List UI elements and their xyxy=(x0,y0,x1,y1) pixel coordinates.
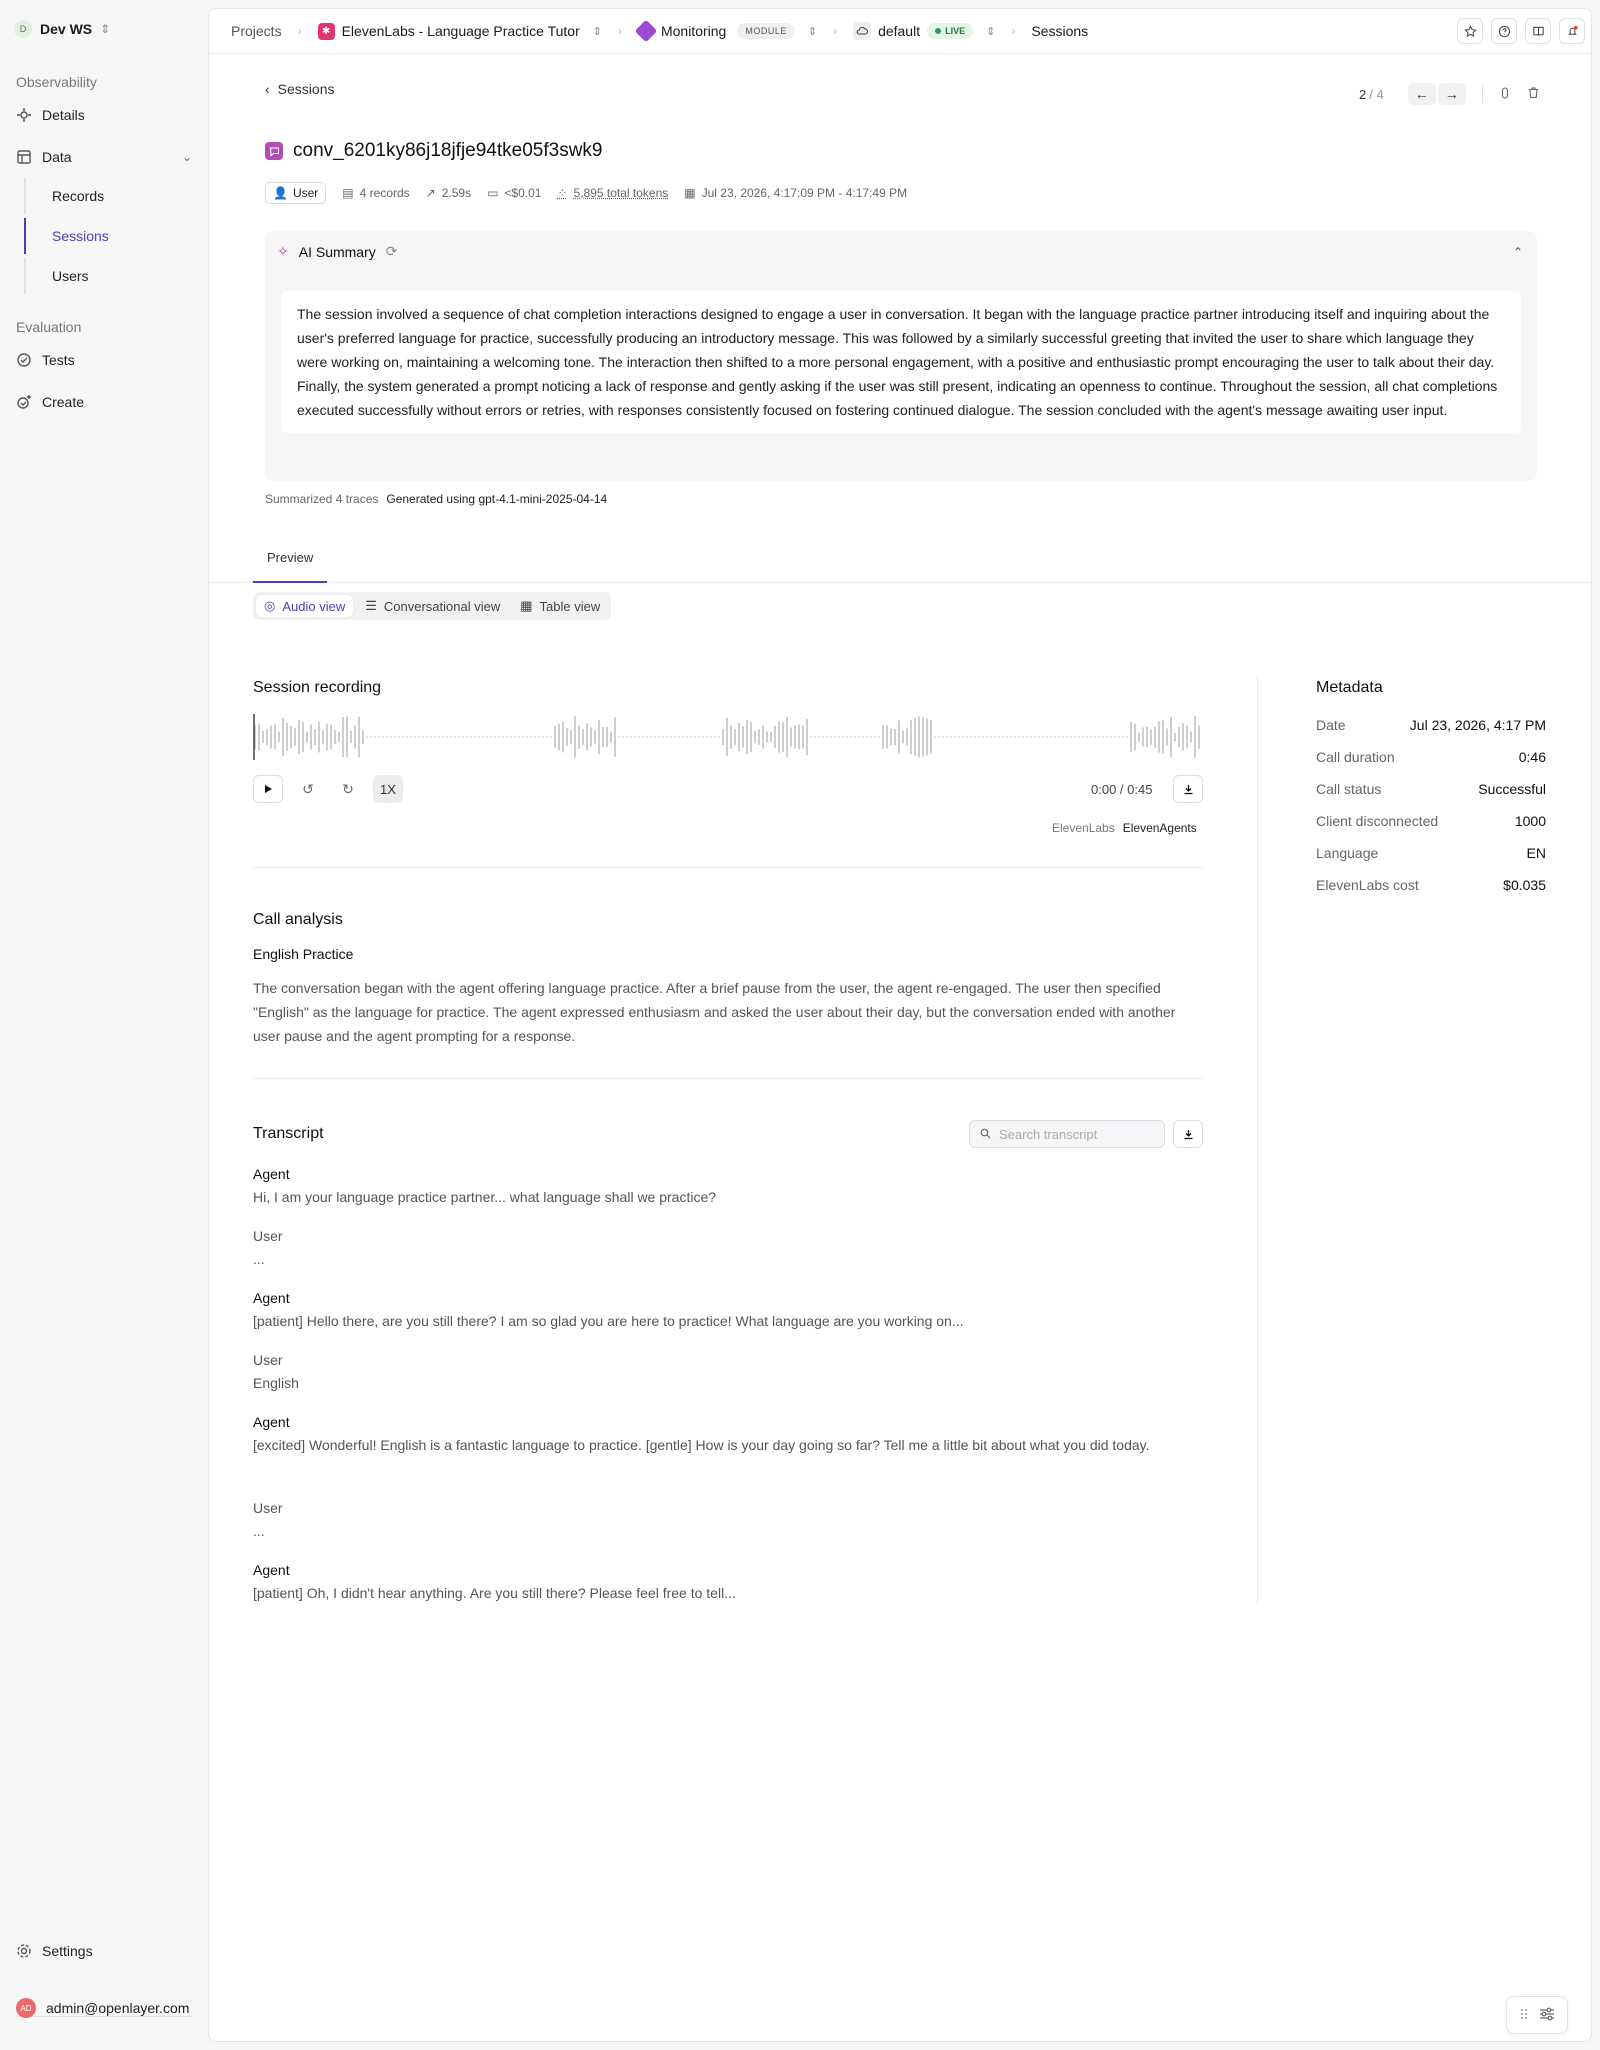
back-to-sessions[interactable] xyxy=(265,81,334,97)
star-button[interactable] xyxy=(1457,18,1483,44)
tokens[interactable] xyxy=(557,186,668,200)
arrow-right-icon: → xyxy=(1444,86,1459,102)
download-icon xyxy=(1183,1129,1194,1140)
metadata-key: Call duration xyxy=(1316,749,1395,765)
breadcrumb-module[interactable] xyxy=(638,23,817,39)
live-label: LIVE xyxy=(945,26,966,36)
ai-summary-panel xyxy=(265,231,1537,481)
user-pill[interactable] xyxy=(265,182,326,204)
top-actions xyxy=(1457,18,1585,44)
audio-icon: ◎ xyxy=(264,598,276,613)
latency xyxy=(426,186,471,200)
sidebar xyxy=(0,0,208,2050)
audio-credit xyxy=(1052,821,1197,835)
message-text: [excited] Wonderful! English is a fantastic language to practice. [gentle] How is your day going so far? Tell me a little bit about what you did today. xyxy=(253,1437,1150,1453)
chevron-right-icon: › xyxy=(617,24,622,38)
ai-summary-header xyxy=(277,243,397,260)
live-badge xyxy=(927,23,973,39)
divider xyxy=(253,867,1203,868)
sidebar-label: Tests xyxy=(42,352,75,368)
pager-buttons xyxy=(1408,83,1466,105)
session-meta xyxy=(265,182,907,204)
metadata-title: Metadata xyxy=(1316,679,1383,696)
forward-icon: ↻ xyxy=(342,780,354,797)
play-icon xyxy=(263,784,273,794)
playback-time: 0:00 / 0:45 xyxy=(1091,782,1153,797)
audio-player-controls xyxy=(253,775,403,803)
floating-controls xyxy=(1506,1996,1568,2034)
module-name: Monitoring xyxy=(660,23,727,39)
message-text: English xyxy=(253,1375,299,1391)
sidebar-item-records[interactable] xyxy=(24,178,192,214)
section-evaluation: Evaluation xyxy=(16,319,82,335)
metadata-key: Language xyxy=(1316,845,1379,861)
user-menu[interactable] xyxy=(16,1993,192,2023)
workspace-switcher[interactable] xyxy=(14,20,110,38)
transcript-message xyxy=(253,1500,1203,1543)
forward-button[interactable] xyxy=(333,775,363,803)
view-label: Table view xyxy=(539,598,601,614)
chevron-left-icon: ‹ xyxy=(265,81,270,97)
cost-icon: ▭ xyxy=(487,186,499,200)
cloud-icon xyxy=(853,22,871,40)
message-text: [patient] Oh, I didn't hear anything. Are you still there? Please feel free to tell... xyxy=(253,1585,736,1601)
chevron-updown-icon: ⇕ xyxy=(592,25,602,38)
metadata-value: EN xyxy=(1526,845,1546,861)
metadata-value: Successful xyxy=(1478,781,1546,797)
sidebar-label: Create xyxy=(42,394,85,410)
page-title: conv_6201ky86j18jfje94tke05f3swk9 xyxy=(293,140,603,161)
workspace-name: Dev WS xyxy=(40,21,93,37)
pager xyxy=(1359,83,1540,105)
chevron-right-icon: › xyxy=(1011,24,1016,38)
arrow-left-icon: ← xyxy=(1414,86,1429,102)
project-icon: ✱ xyxy=(318,23,335,40)
help-icon xyxy=(1498,25,1511,38)
transcript-message xyxy=(253,1352,1203,1395)
message-role: User xyxy=(253,1352,283,1368)
conversation-icon xyxy=(265,142,283,160)
column-divider xyxy=(1257,675,1258,1605)
rewind-button[interactable] xyxy=(293,775,323,803)
details-icon xyxy=(16,107,32,123)
metadata-row xyxy=(1316,749,1546,765)
create-icon xyxy=(16,394,32,410)
call-analysis-title: Call analysis xyxy=(253,911,343,928)
chevron-updown-icon: ⇕ xyxy=(986,25,996,38)
search-icon xyxy=(980,1126,991,1142)
message-role: Agent xyxy=(253,1166,290,1182)
chevron-updown-icon: ⇕ xyxy=(100,22,111,36)
check-circle-icon xyxy=(16,352,32,368)
star-icon xyxy=(1464,25,1477,38)
transcript-message xyxy=(253,1562,1203,1605)
sidebar-item-details[interactable] xyxy=(16,100,192,130)
chevron-up-icon[interactable]: ⌃ xyxy=(1512,245,1523,259)
main-panel xyxy=(208,8,1592,2042)
sidebar-item-create[interactable] xyxy=(16,387,192,417)
sliders-icon xyxy=(1539,2007,1555,2021)
calendar-icon: ▦ xyxy=(684,186,696,200)
transcript-search xyxy=(969,1120,1165,1148)
message-text: ... xyxy=(253,1251,265,1267)
chevron-right-icon: › xyxy=(297,24,302,38)
metadata-value: Jul 23, 2026, 4:17 PM xyxy=(1409,717,1546,733)
pager-total: / 4 xyxy=(1369,86,1384,102)
book-icon xyxy=(1532,25,1545,38)
avatar: AD xyxy=(16,1998,36,2018)
ai-summary-model: Generated using gpt-4.1-mini-2025-04-14 xyxy=(386,492,608,506)
records-icon: ▤ xyxy=(342,186,354,200)
metadata-key: ElevenLabs cost xyxy=(1316,877,1419,893)
user-email: admin@openlayer.com xyxy=(46,2000,190,2016)
sparkle-icon: ✧ xyxy=(277,243,289,259)
breadcrumb xyxy=(209,9,1592,54)
back-label: Sessions xyxy=(277,81,335,97)
metadata-key: Date xyxy=(1316,717,1346,733)
bell-icon xyxy=(1566,25,1579,38)
monitoring-icon xyxy=(635,20,658,43)
message-role: User xyxy=(253,1228,283,1244)
notifications-button[interactable] xyxy=(1559,18,1585,44)
metadata-value: $0.035 xyxy=(1503,877,1546,893)
prev-session-button[interactable] xyxy=(1408,83,1436,105)
session-title-row xyxy=(265,140,603,162)
list-icon: ☰ xyxy=(365,598,377,613)
download-icon xyxy=(1183,784,1194,795)
metadata-key: Client disconnected xyxy=(1316,813,1439,829)
trash-icon xyxy=(1527,86,1540,99)
download-audio-button[interactable] xyxy=(1173,775,1203,803)
metadata-row xyxy=(1316,781,1546,797)
records-label: 4 records xyxy=(359,186,410,200)
metadata-row xyxy=(1316,877,1546,893)
settings-sliders-button[interactable] xyxy=(1539,2007,1555,2024)
cost xyxy=(487,186,541,200)
sidebar-item-sessions[interactable] xyxy=(24,218,192,254)
call-analysis-subtitle: English Practice xyxy=(253,946,354,962)
chevron-updown-icon: ⇕ xyxy=(807,25,818,38)
pager-current: 2 xyxy=(1359,86,1367,102)
user-icon: 👤 xyxy=(273,186,288,200)
sidebar-label: Details xyxy=(42,107,85,123)
gear-icon xyxy=(16,1943,32,1959)
transcript-message xyxy=(253,1166,1203,1209)
view-label: Conversational view xyxy=(383,598,501,614)
tokens-label: 5,895 total tokens xyxy=(573,186,669,200)
rewind-icon: ↺ xyxy=(302,780,314,797)
chevron-right-icon: › xyxy=(833,24,838,38)
message-role: Agent xyxy=(253,1290,290,1306)
ai-summary-title: AI Summary xyxy=(298,243,376,260)
sidebar-label: Sessions xyxy=(52,228,109,244)
tab-preview[interactable]: Preview xyxy=(253,533,327,583)
sidebar-label: Settings xyxy=(42,1943,93,1959)
link-icon xyxy=(1499,87,1511,99)
sidebar-item-tests[interactable] xyxy=(16,345,192,375)
conversational-view-button[interactable] xyxy=(357,595,508,617)
message-role: Agent xyxy=(253,1414,290,1430)
sidebar-label: Users xyxy=(52,268,89,284)
transcript-message xyxy=(253,1290,1203,1333)
tokens-icon: ⁘ xyxy=(557,186,568,200)
metadata-row xyxy=(1316,717,1546,733)
latency-icon: ↗ xyxy=(425,186,436,200)
sidebar-item-settings[interactable] xyxy=(16,1936,192,1966)
transcript-message xyxy=(253,1228,1203,1271)
workspace-avatar: D xyxy=(14,20,32,38)
table-icon: ▦ xyxy=(520,598,533,613)
search-input[interactable] xyxy=(999,1127,1149,1142)
transcript-title: Transcript xyxy=(253,1125,324,1142)
drag-handle-icon[interactable]: ⠿ xyxy=(1518,2006,1530,2023)
table-view-button[interactable] xyxy=(512,595,608,617)
delete-button[interactable] xyxy=(1527,86,1540,102)
call-analysis-text: The conversation began with the agent offering language practice. After a brief pause from the user, the agent re-engaged. The user then specified "English" as the language for practice. The agent expressed enthusiasm and asked the user about their day, but the conversation ended with another user pause and the agent prompting for a response. xyxy=(253,980,1176,1044)
play-button[interactable] xyxy=(253,775,283,803)
refresh-icon[interactable]: ⟳ xyxy=(385,243,398,259)
module-badge: MODULE xyxy=(737,23,795,39)
user-pill-label: User xyxy=(292,186,319,200)
sidebar-label: Records xyxy=(52,188,105,204)
message-role: Agent xyxy=(253,1562,290,1578)
ai-summary-text: The session involved a sequence of chat completion interactions designed to engage a user in conversation. It began with the language practice partner introducing itself and inquiring about the user's preferred language for practice, successfully producing an introductory message. This was followed by a similarly successful greeting that invited the user to share which language they were working on, maintaining a welcoming tone. The interaction then shifted to a more personal engagement, with a positive and enthusiastic prompt encouraging the user to talk about their day. Finally, the system generated a prompt noticing a lack of response and gently asking if the user was still present, indicating an openness to continue. Throughout the session, all chat completions executed successfully without errors or retries, with responses consistently focused on fostering continued dialogue. The session concluded with the agent's message awaiting user input. xyxy=(281,291,1521,433)
speed-button[interactable]: 1X xyxy=(373,775,403,803)
project-name: ElevenLabs - Language Practice Tutor xyxy=(341,23,580,39)
breadcrumb-project[interactable] xyxy=(318,23,602,40)
divider xyxy=(253,1078,1203,1079)
metadata-value: 0:46 xyxy=(1518,749,1546,765)
view-switcher xyxy=(253,592,611,620)
audio-waveform[interactable] xyxy=(253,714,1203,760)
transcript-message xyxy=(253,1414,1203,1457)
metadata-key: Call status xyxy=(1316,781,1382,797)
date-range xyxy=(684,186,907,200)
audio-view-button[interactable] xyxy=(256,595,353,617)
breadcrumb-current: Sessions xyxy=(1031,23,1089,39)
metadata-row xyxy=(1316,845,1546,861)
chevron-down-icon: ⌄ xyxy=(181,150,192,164)
link-button[interactable] xyxy=(1499,87,1511,102)
sidebar-label: Data xyxy=(42,149,72,165)
credit-product: ElevenAgents xyxy=(1122,821,1197,835)
message-role: User xyxy=(253,1500,283,1516)
sidebar-item-data[interactable] xyxy=(16,142,192,172)
help-button[interactable] xyxy=(1491,18,1517,44)
metadata-row xyxy=(1316,813,1546,829)
message-text: [patient] Hello there, are you still there? I am so glad you are here to practice! What language are you working on... xyxy=(253,1313,964,1329)
live-dot xyxy=(935,28,941,34)
message-text: ... xyxy=(253,1523,265,1539)
sidebar-item-users[interactable] xyxy=(24,258,192,294)
docs-button[interactable] xyxy=(1525,18,1551,44)
divider xyxy=(1482,85,1483,103)
cost-label: <$0.01 xyxy=(504,186,542,200)
download-transcript-button[interactable] xyxy=(1173,1120,1203,1148)
records-count xyxy=(342,186,409,200)
credit-provider: ElevenLabs xyxy=(1052,821,1115,835)
session-recording-title: Session recording xyxy=(253,679,382,696)
message-text: Hi, I am your language practice partner... what language shall we practice? xyxy=(253,1189,717,1205)
view-label: Audio view xyxy=(282,598,346,614)
ai-summary-footer xyxy=(265,492,607,506)
latency-label: 2.59s xyxy=(441,186,472,200)
environment-name: default xyxy=(878,23,921,39)
ai-summary-traces: Summarized 4 traces xyxy=(265,492,379,506)
date-range-label: Jul 23, 2026, 4:17:09 PM - 4:17:49 PM xyxy=(701,186,908,200)
breadcrumb-projects[interactable]: Projects xyxy=(231,23,282,39)
breadcrumb-environment[interactable] xyxy=(853,22,995,40)
section-observability: Observability xyxy=(16,74,97,90)
tab-bar xyxy=(209,533,1592,583)
table-icon xyxy=(16,149,32,165)
next-session-button[interactable] xyxy=(1438,83,1466,105)
metadata-value: 1000 xyxy=(1514,813,1546,829)
